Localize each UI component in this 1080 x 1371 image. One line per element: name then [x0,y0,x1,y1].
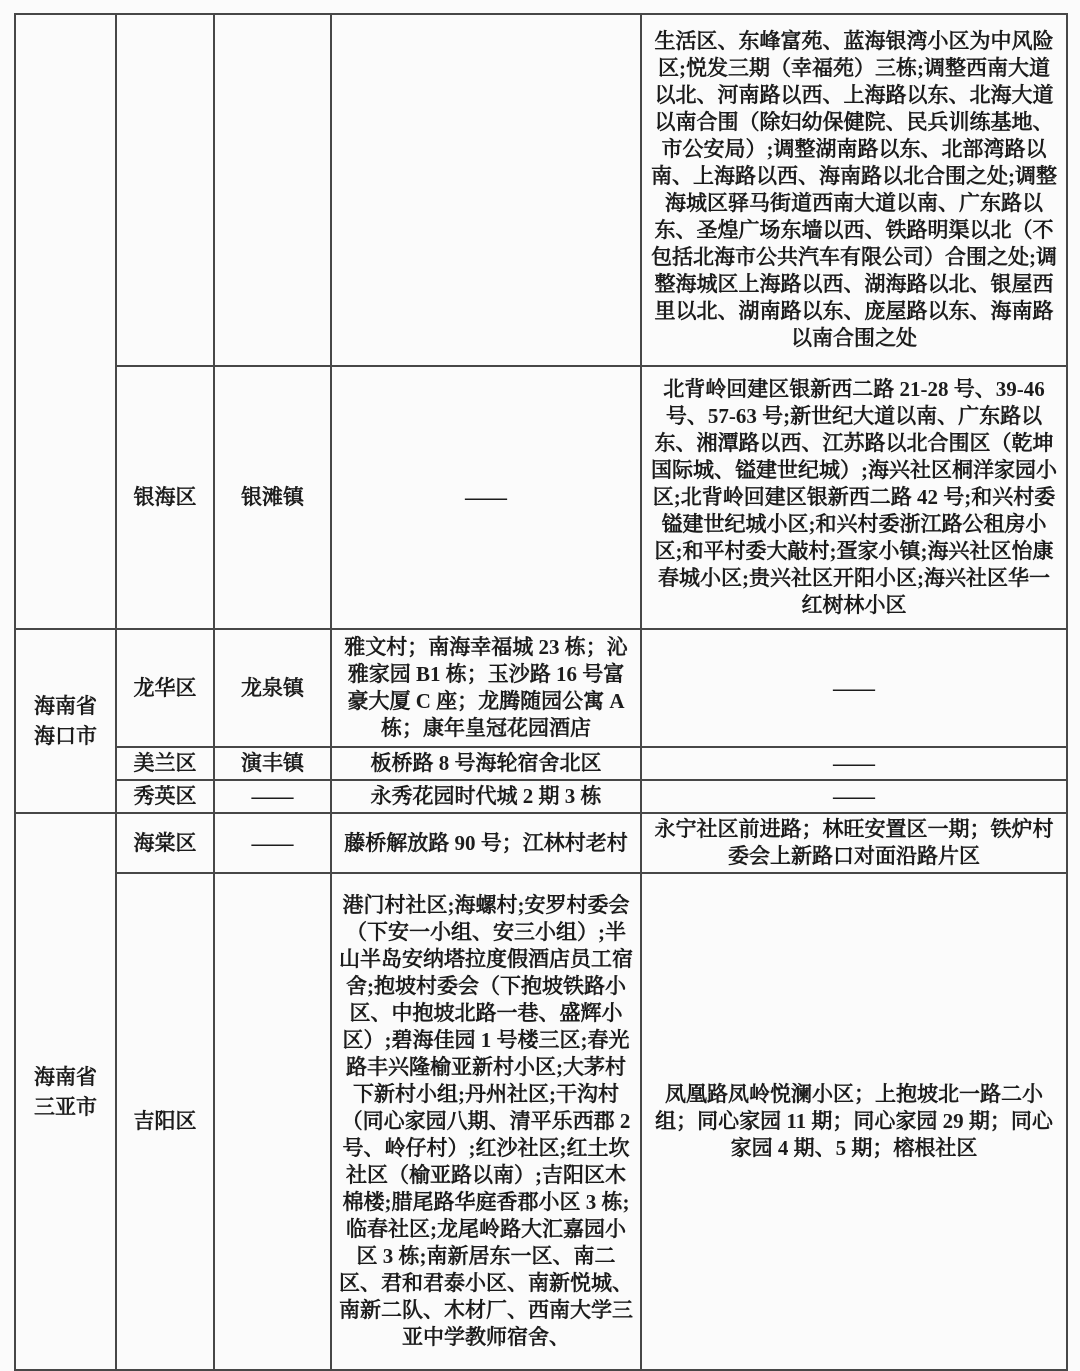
town-cell: —— [214,813,331,873]
areas-left-cell: 港门村社区;海螺村;安罗村委会（下安一小组、安三小组）;半山半岛安纳塔拉度假酒店员工宿舍;抱坡村委会（下抱坡铁路小区、中抱坡北路一巷、盛辉小区）;碧海佳园 1 号楼三区;春光路丰兴隆榆亚新村小区;大茅村下新村小组;丹州社区;干沟村（同心家园八期、清平乐西郡 2 号、岭仔村）;红沙社区;红土坎社区（榆亚路以南）;吉阳区木棉楼;腊尾路华庭香郡小区 3 栋;临春社区;龙尾岭路大汇嘉园小区 3 栋;南新居东一区、南二区、君和君泰小区、南新悦城、南新二队、木材厂、西南大学三亚中学教师宿舍、 [331,873,641,1370]
district-cell: 秀英区 [116,780,214,813]
table-row [15,747,1067,780]
areas-left-cell: 藤桥解放路 90 号；江林村老村 [331,813,641,873]
risk-area-table [14,13,1068,1371]
areas-right-cell: 凤凰路凤岭悦澜小区；上抱坡北一路二小组；同心家园 11 期；同心家园 29 期；同心家园 4 期、5 期；榕根社区 [641,873,1067,1370]
areas-right-cell: 永宁社区前进路；林旺安置区一期；铁炉村委会上新路口对面沿路片区 [641,813,1067,873]
town-cell: 龙泉镇 [214,629,331,747]
table-row [15,813,1067,873]
province-line-2: 海口市 [34,724,97,748]
province-line-2: 三亚市 [34,1094,97,1119]
areas-left-cell: 永秀花园时代城 2 期 3 栋 [331,780,641,813]
town-cell [214,14,331,366]
province-cell [15,14,116,629]
town-cell: —— [214,780,331,813]
table-row [15,366,1067,629]
areas-right-cell: —— [641,747,1067,780]
district-cell: 吉阳区 [116,873,214,1370]
table-row [15,14,1067,366]
areas-left-cell: 板桥路 8 号海轮宿舍北区 [331,747,641,780]
district-cell: 海棠区 [116,813,214,873]
province-cell [15,629,116,813]
province-line-1: 海南省 [34,694,97,718]
areas-left-cell: —— [331,366,641,629]
areas-left-cell [331,14,641,366]
province-line-1: 海南省 [34,1064,97,1089]
town-cell [214,873,331,1370]
town-cell: 银滩镇 [214,366,331,629]
town-cell: 演丰镇 [214,747,331,780]
district-cell: 美兰区 [116,747,214,780]
district-cell [116,14,214,366]
areas-right-cell: 北背岭回建区银新西二路 21-28 号、39-46 号、57-63 号;新世纪大道以南、广东路以东、湘潭路以西、江苏路以北合围区（乾坤国际城、镒建世纪城）;海兴社区桐洋家园小区;北背岭回建区银新西二路 42 号;和兴村委镒建世纪城小区;和兴村委浙江路公租房小区;和平村委大敲村;疍家小镇;海兴社区怡康春城小区;贵兴社区开阳小区;海兴社区华一红树林小区 [641,366,1067,629]
areas-left-cell: 雅文村；南海幸福城 23 栋；沁雅家园 B1 栋；玉沙路 16 号富豪大厦 C 座；龙腾随园公寓 A 栋；康年皇冠花园酒店 [331,629,641,747]
district-cell: 银海区 [116,366,214,629]
district-cell: 龙华区 [116,629,214,747]
table-row [15,780,1067,813]
areas-right-cell: —— [641,780,1067,813]
table-row [15,629,1067,747]
table-row [15,873,1067,1370]
areas-right-cell: —— [641,629,1067,747]
province-cell [15,813,116,1370]
areas-right-cell: 生活区、东峰富苑、蓝海银湾小区为中风险区;悦发三期（幸福苑）三栋;调整西南大道以北、河南路以西、上海路以东、北海大道以南合围（除妇幼保健院、民兵训练基地、市公安局）;调整湖南路以东、北部湾路以南、上海路以西、海南路以北合围之处;调整海城区驿马街道西南大道以南、广东路以东、圣煌广场东墙以西、铁路明渠以北（不包括北海市公共汽车有限公司）合围之处;调整海城区上海路以西、湖海路以北、银屋西里以北、湖南路以东、庞屋路以东、海南路以南合围之处 [641,14,1067,366]
